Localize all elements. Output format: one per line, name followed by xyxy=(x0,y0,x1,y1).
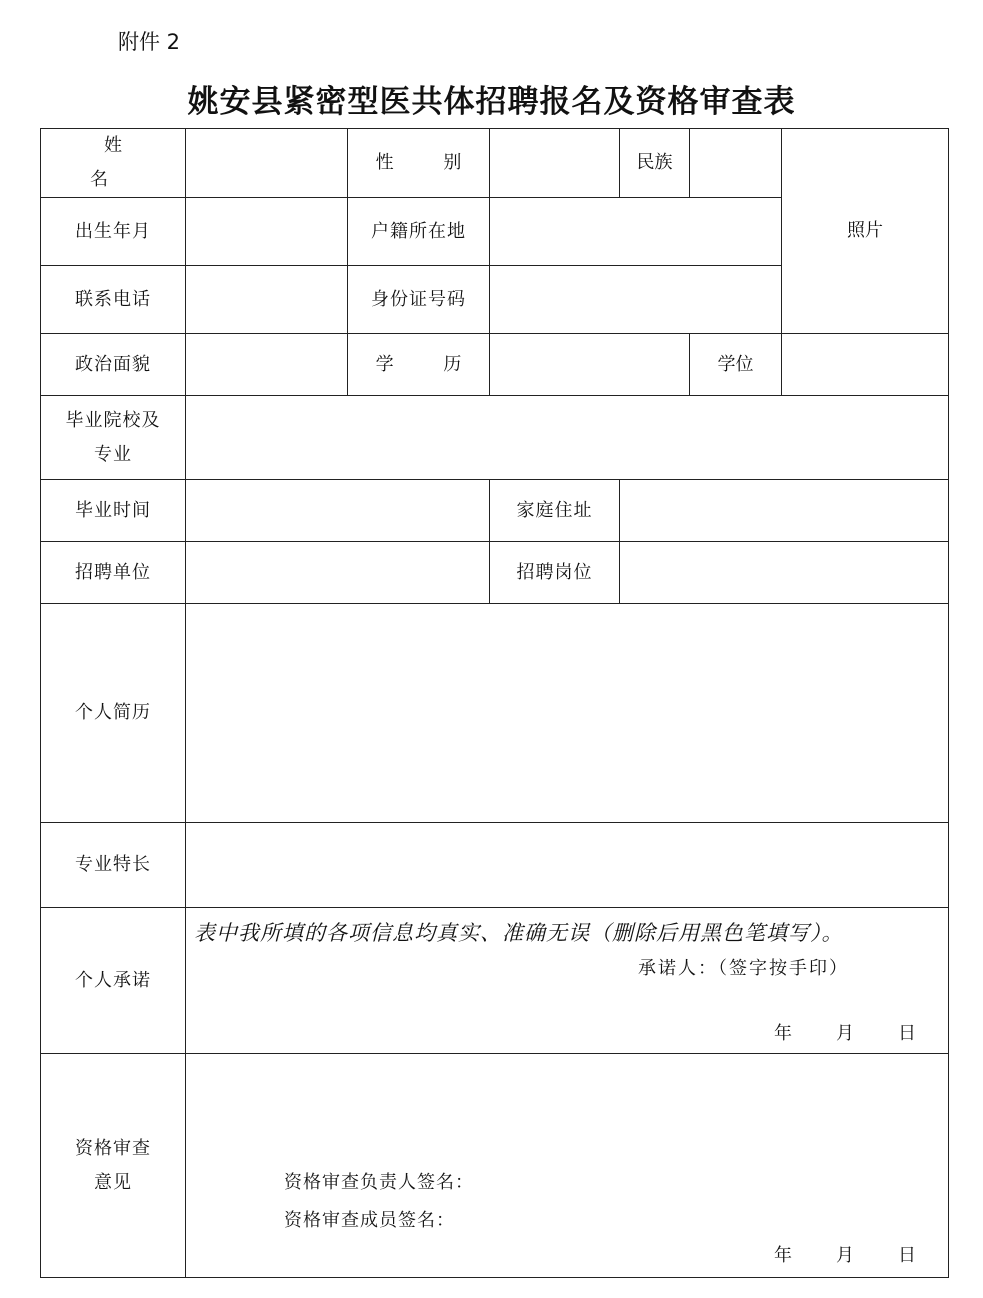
resume-label: 个人简历 xyxy=(41,604,186,823)
politics-label: 政治面貌 xyxy=(41,334,186,396)
grad-time-field[interactable] xyxy=(186,480,490,542)
politics-field[interactable] xyxy=(186,334,348,396)
school-label-line1: 毕业院校及 xyxy=(65,409,161,431)
education-field[interactable] xyxy=(490,334,690,396)
birth-field[interactable] xyxy=(186,198,348,266)
review-date-month: 月 xyxy=(836,1245,854,1267)
review-cell xyxy=(186,1054,949,1278)
review-date-day: 日 xyxy=(898,1245,916,1267)
school-label-line2: 专业 xyxy=(94,443,132,465)
promise-date-month: 月 xyxy=(836,1023,854,1045)
education-label: 学 历 xyxy=(375,353,484,375)
unit-field[interactable] xyxy=(186,542,490,604)
promise-statement: 表中我所填的各项信息均真实、准确无误（删除后用黑色笔填写）。 xyxy=(194,921,844,946)
birth-label: 出生年月 xyxy=(41,198,186,266)
name-label: 姓 名 xyxy=(90,135,150,191)
degree-label: 学位 xyxy=(690,334,782,396)
review-label-line1: 资格审查 xyxy=(75,1137,151,1159)
review-label-line2: 意见 xyxy=(94,1171,132,1193)
school-field[interactable] xyxy=(186,396,949,480)
promise-cell xyxy=(186,908,949,1054)
name-field[interactable] xyxy=(186,129,348,198)
promise-date-year: 年 xyxy=(774,1023,792,1045)
review-date-year: 年 xyxy=(774,1245,792,1267)
review-leader-signature: 资格审查负责人签名： xyxy=(284,1172,474,1194)
promise-label: 个人承诺 xyxy=(41,908,186,1054)
attachment-label: 附件 2 xyxy=(118,30,181,54)
specialty-field[interactable] xyxy=(186,823,949,908)
promise-date-day: 日 xyxy=(898,1023,916,1045)
grad-time-label: 毕业时间 xyxy=(41,480,186,542)
position-label: 招聘岗位 xyxy=(490,542,620,604)
promise-date xyxy=(774,1017,916,1051)
hukou-label: 户籍所在地 xyxy=(348,198,490,266)
review-member-signature: 资格审查成员签名： xyxy=(284,1210,455,1232)
ethnicity-field[interactable] xyxy=(690,129,782,198)
gender-field[interactable] xyxy=(490,129,620,198)
photo-box[interactable] xyxy=(782,129,949,334)
education-label-cell xyxy=(348,334,490,396)
id-number-label: 身份证号码 xyxy=(348,266,490,334)
id-number-field[interactable] xyxy=(490,266,782,334)
unit-label: 招聘单位 xyxy=(41,542,186,604)
page-title: 姚安县紧密型医共体招聘报名及资格审查表 xyxy=(187,84,796,120)
address-field[interactable] xyxy=(620,480,949,542)
hukou-field[interactable] xyxy=(490,198,782,266)
degree-field[interactable] xyxy=(782,334,949,396)
name-label-cell xyxy=(41,129,186,198)
phone-field[interactable] xyxy=(186,266,348,334)
position-field[interactable] xyxy=(620,542,949,604)
resume-field[interactable] xyxy=(186,604,949,823)
registration-form-table xyxy=(40,128,949,1278)
phone-label: 联系电话 xyxy=(41,266,186,334)
address-label: 家庭住址 xyxy=(490,480,620,542)
school-label-cell xyxy=(41,396,186,480)
gender-label: 性 别 xyxy=(375,152,484,174)
specialty-label: 专业特长 xyxy=(41,823,186,908)
review-label-cell xyxy=(41,1054,186,1278)
promiser-signature: 承诺人：（签字按手印） xyxy=(638,958,849,980)
ethnicity-label: 民族 xyxy=(620,129,690,198)
review-date xyxy=(774,1239,916,1273)
gender-label-cell xyxy=(348,129,490,198)
photo-label: 照片 xyxy=(847,220,883,242)
